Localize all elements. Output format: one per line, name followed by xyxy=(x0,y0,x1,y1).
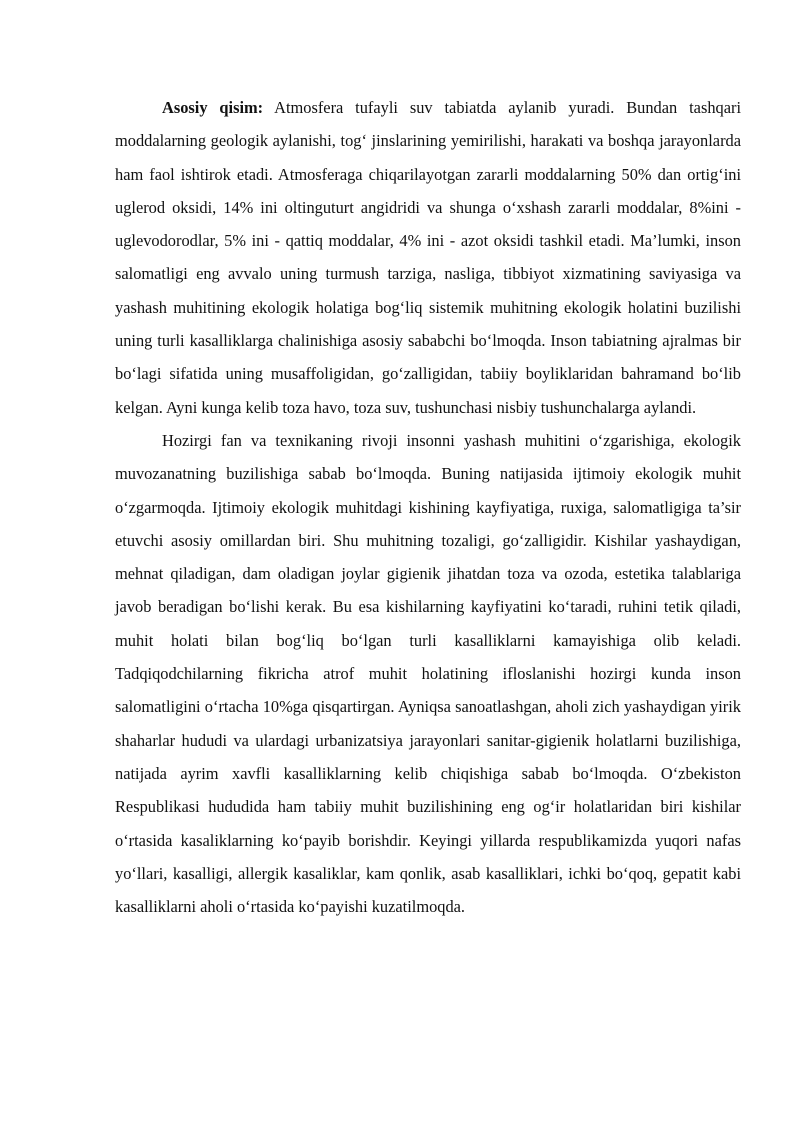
paragraph-text: Atmosfera tufayli suv tabiatda aylanib yuradi. Bundan tashqari moddalarning geologik aylanishi, tog‘ jinslarining yemirilishi, harakati va boshqa jarayonlarda ham faol ishtirok etadi. Atmosferaga chiqarilayotgan zararli moddalarning 50% dan ortig‘ini uglerod oksidi, 14% ini oltinguturt angidridi va shunga o‘xshash zararli moddalar, 8%ini - uglevodorodlar, 5% ini - qattiq moddalar, 4% ini - azot oksidi tashkil etadi. Ma’lumki, inson salomatligi eng avvalo uning turmush tarziga, nasliga, tibbiyot xizmatining saviyasiga va yashash muhitining ekologik holatiga bog‘liq sistemik muhitning ekologik holatini buzilishi uning turli kasalliklarga chalinishiga asosiy sababchi bo‘lmoqda. Inson tabiatning ajralmas bir bo‘lagi sifatida uning musaffoligidan, go‘zalligidan, tabiiy boyliklaridan bahramand bo‘lib kelgan. Ayni kunga kelib toza havo, toza suv, tushunchasi nisbiy tushunchalarga aylandi. xyxy=(115,98,741,417)
paragraph-main-section xyxy=(115,91,741,424)
paragraph-text: Hozirgi fan va texnikaning rivoji insonni yashash muhitini o‘zgarishiga, ekologik muvozanatning buzilishiga sabab bo‘lmoqda. Buning natijasida ijtimoiy ekologik muhit o‘zgarmoqda. Ijtimoiy ekologik muhitdagi kishining kayfiyatiga, ruxiga, salomatligiga ta’sir etuvchi asosiy omillardan biri. Shu muhitning tozaligi, go‘zalligidir. Kishilar yashaydigan, mehnat qiladigan, dam oladigan joylar gigienik jihatdan toza va ozoda, estetika talablariga javob beradigan bo‘lishi kerak. Bu esa kishilarning kayfiyatini ko‘taradi, ruhini tetik qiladi, muhit holati bilan bog‘liq bo‘lgan turli kasalliklarni kamayishiga olib keladi. Tadqiqodchilarning fikricha atrof muhit holatining ifloslanishi hozirgi kunda inson salomatligini o‘rtacha 10%ga qisqartirgan. Ayniqsa sanoatlashgan, aholi zich yashaydigan yirik shaharlar hududi va ulardagi urbanizatsiya jarayonlari sanitar-gigienik holatlarni buzilishiga, natijada ayrim xavfli kasalliklarning kelib chiqishiga sabab bo‘lmoqda. O‘zbekiston Respublikasi hududida ham tabiiy muhit buzilishining eng og‘ir holatlaridan biri kishilar o‘rtasida kasaliklarning ko‘payib borishdir. Keyingi yillarda respublikamizda yuqori nafas yo‘llari, kasalligi, allergik kasaliklar, kam qonlik, asab kasalliklari, ichki bo‘qoq, gepatit kabi kasalliklarni aholi o‘rtasida ko‘payishi kuzatilmoqda. xyxy=(115,430,741,917)
section-lead-heading: Asosiy qisim: xyxy=(162,98,264,117)
paragraph-environment xyxy=(115,424,741,923)
document-body xyxy=(115,91,741,923)
